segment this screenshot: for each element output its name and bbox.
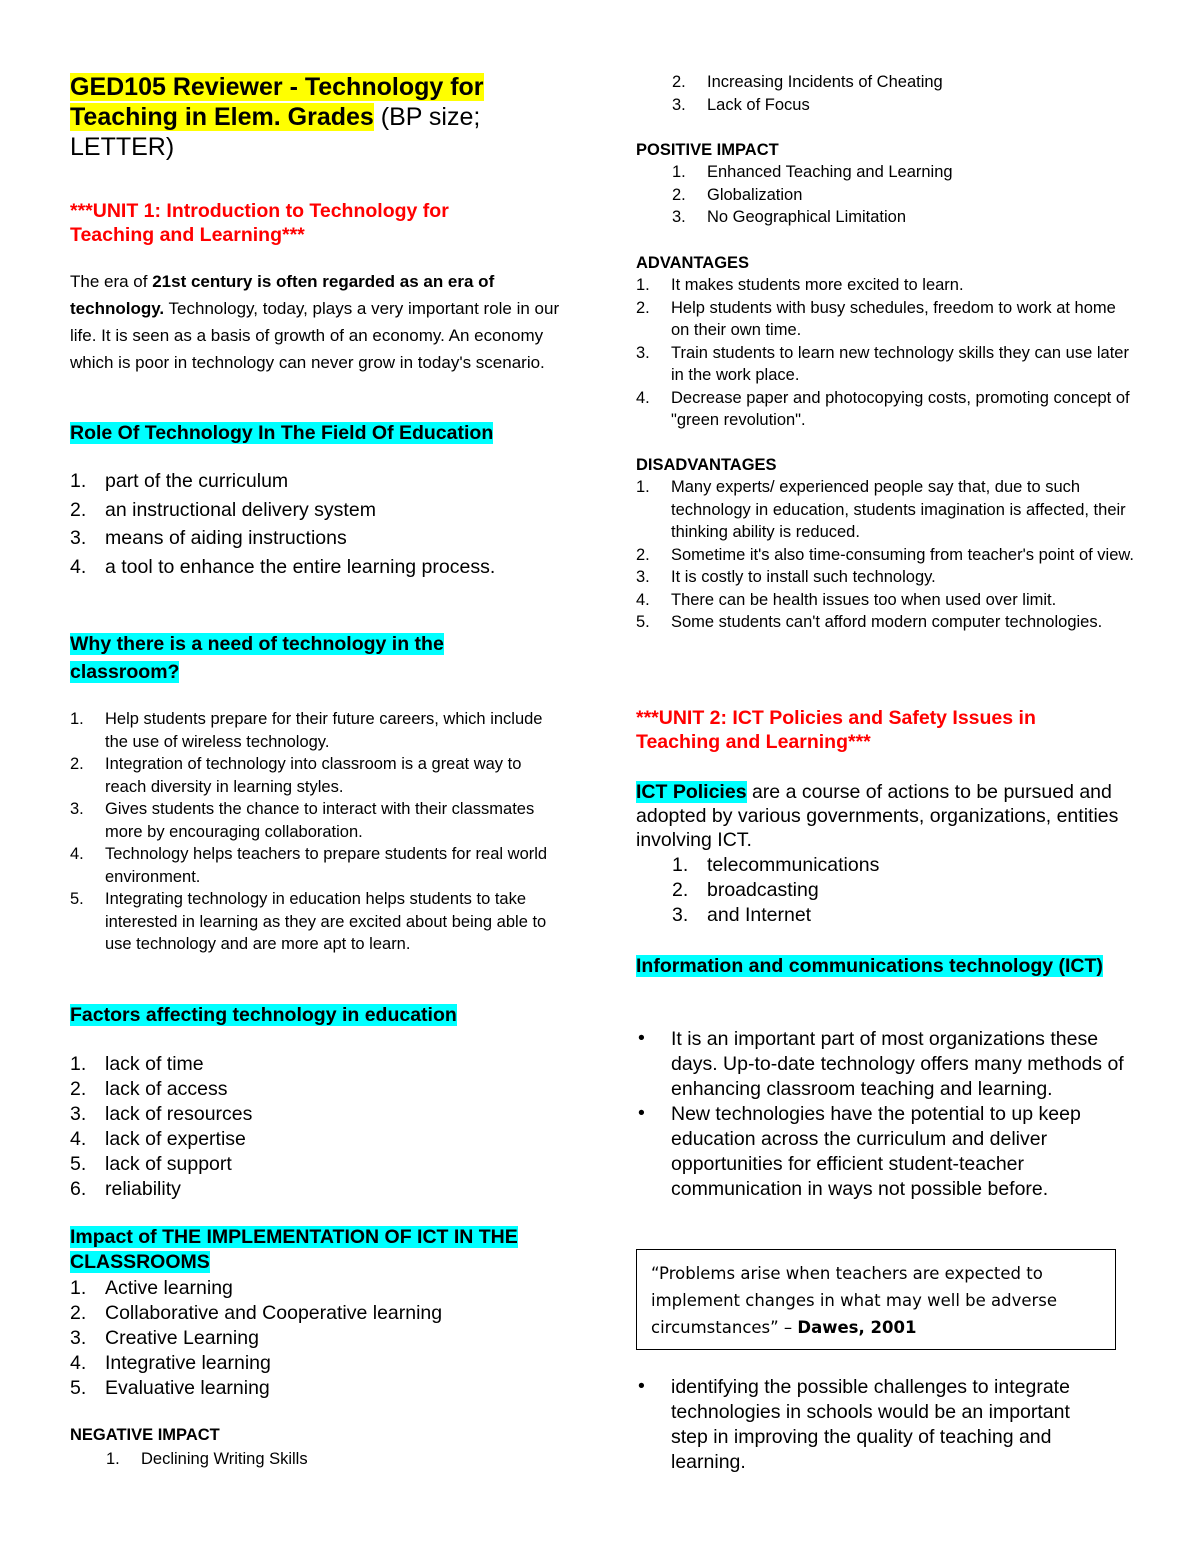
ict-heading-text: Information and communications technology (ICT) [636, 955, 1103, 977]
item-number: 2. [672, 73, 686, 91]
item-text: reliability [105, 1178, 181, 1200]
ict-policies-list [672, 853, 1132, 928]
quote-author: Dawes, 2001 [797, 1318, 917, 1337]
item-text: part of the curriculum [105, 470, 289, 492]
list-item [636, 476, 1136, 544]
list-item [636, 544, 1136, 567]
list-item [672, 184, 1132, 207]
item-number: 1. [636, 276, 650, 294]
bullet-icon: • [638, 1102, 645, 1124]
list-item [636, 297, 1131, 342]
item-text: New technologies have the potential to up keep education across the curriculum and deliver opportunities for efficient student-teacher communication in ways not possible before. [671, 1103, 1081, 1200]
list-item [636, 1102, 1126, 1202]
item-number: 1. [70, 1277, 87, 1299]
item-number: 3. [636, 568, 650, 586]
item-text: means of aiding instructions [105, 527, 347, 549]
disadvantages-heading: DISADVANTAGES [636, 456, 777, 474]
role-heading [70, 419, 493, 447]
item-text: Sometime it's also time-consuming from teacher's point of view. [671, 545, 1134, 564]
item-number: 2. [70, 1078, 87, 1100]
item-text: a tool to enhance the entire learning process. [105, 555, 496, 578]
list-item [70, 1376, 540, 1401]
item-text: Collaborative and Cooperative learning [105, 1302, 443, 1324]
item-text: Many experts/ experienced people say that, due to such technology in education, students imagination is affected, their thinking ability is reduced. [671, 478, 1126, 541]
item-text: It is an important part of most organizations these days. Up-to-date technology offers many methods of enhancing classroom teaching and learning. [671, 1028, 1124, 1100]
item-text: lack of expertise [105, 1128, 246, 1150]
item-text: Integration of technology into classroom is a great way to reach diversity in learning styles. [105, 755, 522, 796]
list-item [672, 903, 1132, 928]
item-number: 4. [70, 1128, 87, 1150]
item-number: 4. [636, 388, 650, 407]
negative-impact-list [106, 1448, 546, 1471]
item-number: 2. [636, 298, 650, 317]
item-number: 3. [672, 904, 689, 926]
why-list [70, 708, 565, 956]
item-number: 1. [70, 1053, 87, 1075]
list-item [70, 1102, 530, 1127]
quote-box [636, 1249, 1116, 1350]
item-number: 2. [672, 185, 686, 204]
list-item [636, 611, 1136, 634]
list-item [70, 1127, 530, 1152]
list-item [70, 1326, 540, 1351]
item-text: Evaluative learning [105, 1377, 270, 1399]
item-text: Some students can't afford modern computer technologies. [671, 613, 1103, 631]
factors-heading-text: Factors affecting technology in education [70, 1004, 457, 1026]
item-number: 3. [636, 343, 650, 362]
item-text: Technology helps teachers to prepare students for real world environment. [105, 845, 548, 886]
item-number: 1. [672, 854, 689, 876]
item-text: Integrating technology in education helps students to take interested in learning as they are excited about being able to use technology and are more apt to learn. [105, 890, 547, 953]
list-item [70, 467, 530, 496]
list-item [70, 524, 530, 553]
list-item [636, 1375, 1106, 1475]
list-item [672, 71, 1132, 94]
item-number: 1. [70, 710, 84, 728]
item-number: 3. [672, 208, 686, 226]
title-rest: (BP size; LETTER) [70, 103, 481, 161]
list-item [636, 342, 1131, 387]
item-text: Creative Learning [105, 1327, 259, 1349]
item-number: 3. [70, 1103, 87, 1125]
ict-policies-paragraph [636, 780, 1131, 852]
item-text: Help students prepare for their future careers, which include the use of wireless technology. [105, 710, 543, 751]
why-heading-text: Why there is a need of technology in the classroom? [70, 633, 444, 683]
title-highlight: GED105 Reviewer - Technology for Teaching in Elem. Grades [70, 73, 484, 131]
negative-impact-list-continued [672, 71, 1132, 116]
item-number: 2. [672, 879, 689, 901]
item-text: and Internet [707, 904, 812, 926]
ict-heading [636, 953, 1116, 979]
item-text: Increasing Incidents of Cheating [707, 73, 943, 91]
list-item [70, 708, 565, 753]
item-text: identifying the possible challenges to integrate technologies in schools would be an important step in improving the quality of teaching and learning. [671, 1376, 1070, 1473]
item-number: 1. [106, 1450, 120, 1468]
intro-text-bold: 21st century is often regarded as an era of technology. [70, 272, 495, 318]
positive-impact-heading: POSITIVE IMPACT [636, 141, 779, 159]
item-text: an instructional delivery system [105, 498, 376, 521]
list-item [636, 387, 1131, 432]
negative-impact-heading: NEGATIVE IMPACT [70, 1426, 220, 1444]
item-text: lack of support [105, 1153, 232, 1175]
item-number: 3. [672, 95, 686, 114]
item-text: Enhanced Teaching and Learning [707, 163, 953, 181]
why-heading [70, 630, 500, 686]
list-item [672, 878, 1132, 903]
item-number: 5. [70, 1153, 87, 1175]
item-number: 4. [70, 845, 84, 863]
item-text: There can be health issues too when used over limit. [671, 590, 1057, 609]
intro-text-start: The era of [70, 272, 153, 291]
item-text: telecommunications [707, 854, 880, 876]
list-item [70, 553, 505, 582]
item-text: Decrease paper and photocopying costs, promoting concept of "green revolution". [671, 388, 1130, 429]
item-text: Train students to learn new technology skills they can use later in the work place. [671, 343, 1129, 384]
role-list [70, 467, 530, 581]
impact-heading [70, 1225, 540, 1275]
item-number: 5. [636, 613, 650, 631]
factors-list [70, 1052, 530, 1202]
list-item [70, 1077, 530, 1102]
factors-heading [70, 1001, 457, 1029]
item-number: 1. [636, 478, 650, 496]
unit-1-heading: ***UNIT 1: Introduction to Technology for Teaching and Learning*** [70, 200, 449, 246]
list-item [70, 798, 565, 843]
list-item [636, 274, 1131, 297]
item-number: 6. [70, 1178, 87, 1200]
item-number: 5. [70, 890, 84, 908]
ict-bullet-list [636, 1027, 1126, 1202]
list-item [636, 589, 1136, 612]
list-item [636, 1027, 1126, 1102]
item-number: 2. [70, 1302, 87, 1324]
bullet-icon: • [638, 1027, 645, 1049]
item-number: 3. [70, 800, 84, 818]
quote-text: “Problems arise when teachers are expected to implement changes in what may well be adverse circumstances” – [651, 1264, 1058, 1337]
item-number: 2. [70, 755, 84, 773]
disadvantages-list [636, 476, 1136, 634]
item-text: lack of resources [105, 1103, 253, 1125]
item-text: Lack of Focus [707, 95, 810, 114]
item-number: 4. [70, 555, 87, 578]
final-bullet-list [636, 1375, 1106, 1475]
item-text: Gives students the chance to interact with their classmates more by encouraging collaboration. [105, 800, 535, 841]
item-text: Active learning [105, 1277, 233, 1299]
ict-policies-text: are a course of actions to be pursued and adopted by various governments, organizations, entities involving ICT. [636, 781, 1119, 851]
item-text: It makes students more excited to learn. [671, 276, 964, 294]
list-item [70, 1152, 530, 1177]
list-item [70, 1052, 530, 1077]
list-item [672, 206, 1132, 229]
item-number: 1. [70, 470, 87, 492]
impact-heading-text: Impact of THE IMPLEMENTATION OF ICT IN THE CLASSROOMS [70, 1226, 518, 1273]
document-title [70, 72, 550, 162]
positive-impact-list [672, 161, 1132, 229]
item-text: No Geographical Limitation [707, 208, 907, 226]
bullet-icon: • [638, 1375, 645, 1397]
list-item [70, 843, 565, 888]
impact-list [70, 1276, 540, 1401]
item-text: Globalization [707, 185, 803, 204]
item-number: 5. [70, 1377, 87, 1399]
item-number: 2. [70, 498, 87, 521]
item-text: Declining Writing Skills [141, 1450, 308, 1468]
list-item [70, 1301, 540, 1326]
item-text: lack of time [105, 1053, 204, 1075]
intro-paragraph [70, 268, 565, 376]
item-text: It is costly to install such technology. [671, 568, 936, 586]
item-text: Integrative learning [105, 1352, 271, 1374]
advantages-list [636, 274, 1131, 432]
list-item [70, 1276, 540, 1301]
item-number: 1. [672, 163, 686, 181]
item-number: 3. [70, 1327, 87, 1349]
item-text: lack of access [105, 1078, 228, 1100]
item-number: 3. [70, 527, 87, 549]
item-number: 4. [70, 1352, 87, 1374]
intro-text-rest: Technology, today, plays a very important role in our life. It is seen as a basis of growth of an economy. An economy which is poor in technology can never grow in today's scenario. [70, 299, 560, 372]
item-number: 4. [636, 590, 650, 609]
list-item [70, 753, 565, 798]
unit-2-heading: ***UNIT 2: ICT Policies and Safety Issues in Teaching and Learning*** [636, 707, 1036, 753]
list-item [70, 1351, 540, 1376]
role-heading-text: Role Of Technology In The Field Of Education [70, 422, 494, 444]
ict-policies-term: ICT Policies [636, 781, 747, 803]
list-item [672, 94, 1132, 117]
item-text: broadcasting [707, 879, 819, 901]
list-item [70, 1177, 530, 1202]
list-item [672, 853, 1132, 878]
list-item [106, 1448, 546, 1471]
list-item [70, 496, 530, 525]
list-item [70, 888, 565, 956]
list-item [636, 566, 1136, 589]
list-item [672, 161, 1132, 184]
advantages-heading: ADVANTAGES [636, 254, 750, 272]
item-number: 2. [636, 545, 650, 564]
item-text: Help students with busy schedules, freedom to work at home on their own time. [671, 298, 1116, 339]
